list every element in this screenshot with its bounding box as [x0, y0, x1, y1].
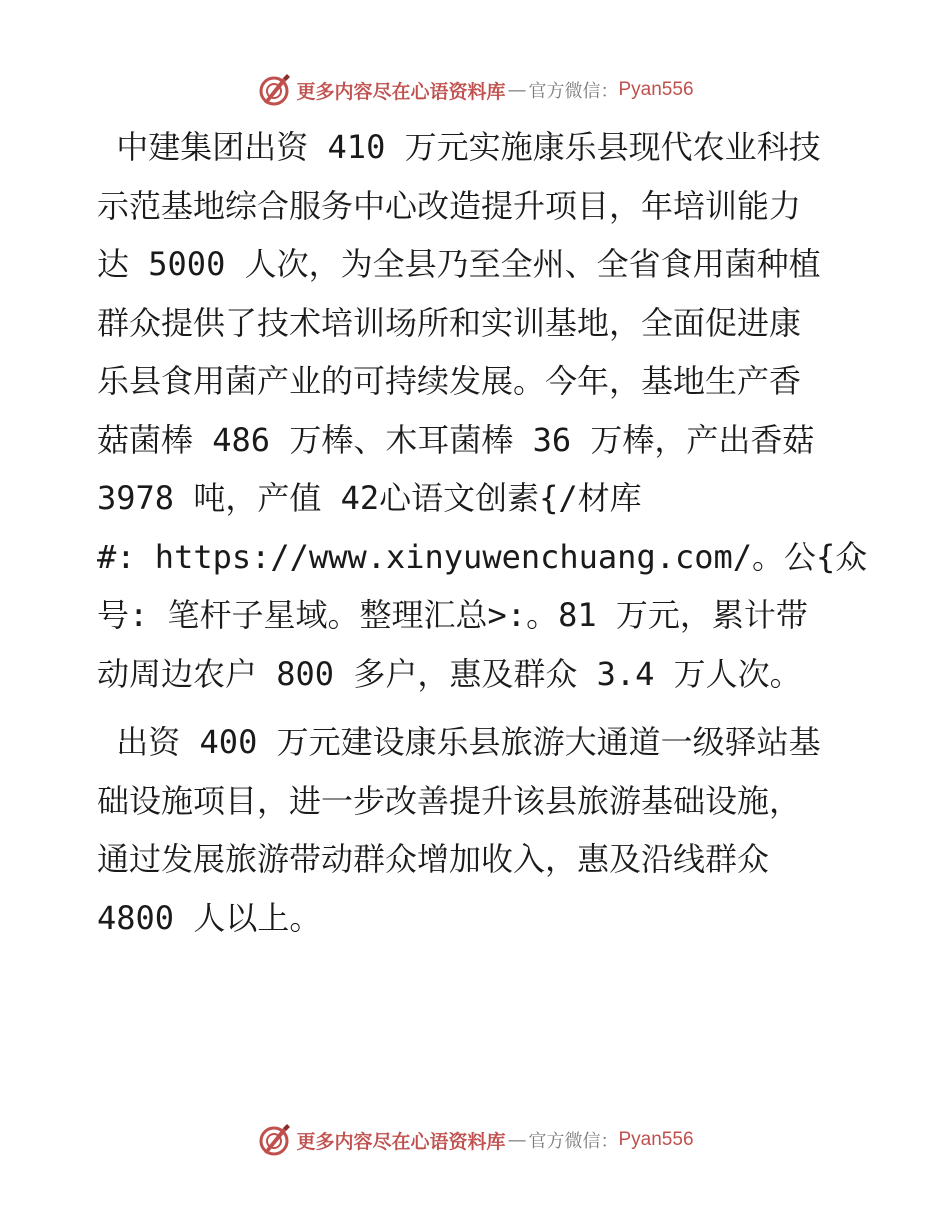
footer-wechat-id: Pyan556: [618, 1129, 694, 1150]
logo-icon: [256, 1122, 292, 1158]
header-banner: [0, 70, 950, 110]
text-line: 3978 吨，产值 42心语文创素{/材库: [97, 479, 642, 517]
header-site-text: 更多内容尽在心语资料库: [296, 80, 506, 103]
paragraph-2: [97, 720, 857, 954]
text-line: 出资 400 万元建设康乐县旅游大通道一级驿站基: [97, 723, 821, 761]
footer-dash: —: [507, 1129, 527, 1151]
text-line: 群众提供了技术培训场所和实训基地，全面促进康: [97, 303, 802, 342]
header-wechat-id: Pyan556: [618, 79, 694, 100]
text-line: 菇菌棒 486 万棒、木耳菌棒 36 万棒，产出香菇: [97, 420, 815, 459]
body-text: [97, 125, 868, 954]
logo-icon: [256, 72, 292, 108]
text-line: 础设施项目，进一步改善提升该县旅游基础设施，: [97, 781, 802, 820]
text-line: 乐县食用菌产业的可持续发展。今年，基地生产香: [97, 362, 802, 400]
text-line: 号: 笔杆子星域。整理汇总>:。81 万元，累计带: [97, 596, 808, 634]
footer-official-label: 官方微信：: [528, 1131, 619, 1152]
text-line: #: https://www.xinyuwenchuang.com/。公{众: [97, 537, 868, 576]
header-dash: —: [507, 79, 527, 101]
footer-site-text: 更多内容尽在心语资料库: [296, 1130, 506, 1153]
paragraph-gap: [97, 710, 857, 720]
text-line: 达 5000 人次，为全县乃至全州、全省食用菌种植: [97, 245, 821, 283]
header-official-label: 官方微信：: [528, 81, 619, 102]
footer-banner: [0, 1120, 950, 1160]
text-line: 中建集团出资 410 万元实施康乐县现代农业科技: [97, 128, 821, 166]
text-line: 动周边农户 800 多户，惠及群众 3.4 万人次。: [97, 654, 802, 693]
paragraph-1: [97, 125, 868, 710]
text-line: 示范基地综合服务中心改造提升项目，年培训能力: [97, 186, 802, 225]
text-line: 通过发展旅游带动群众增加收入，惠及沿线群众: [97, 840, 770, 878]
text-line: 4800 人以上。: [97, 898, 322, 937]
